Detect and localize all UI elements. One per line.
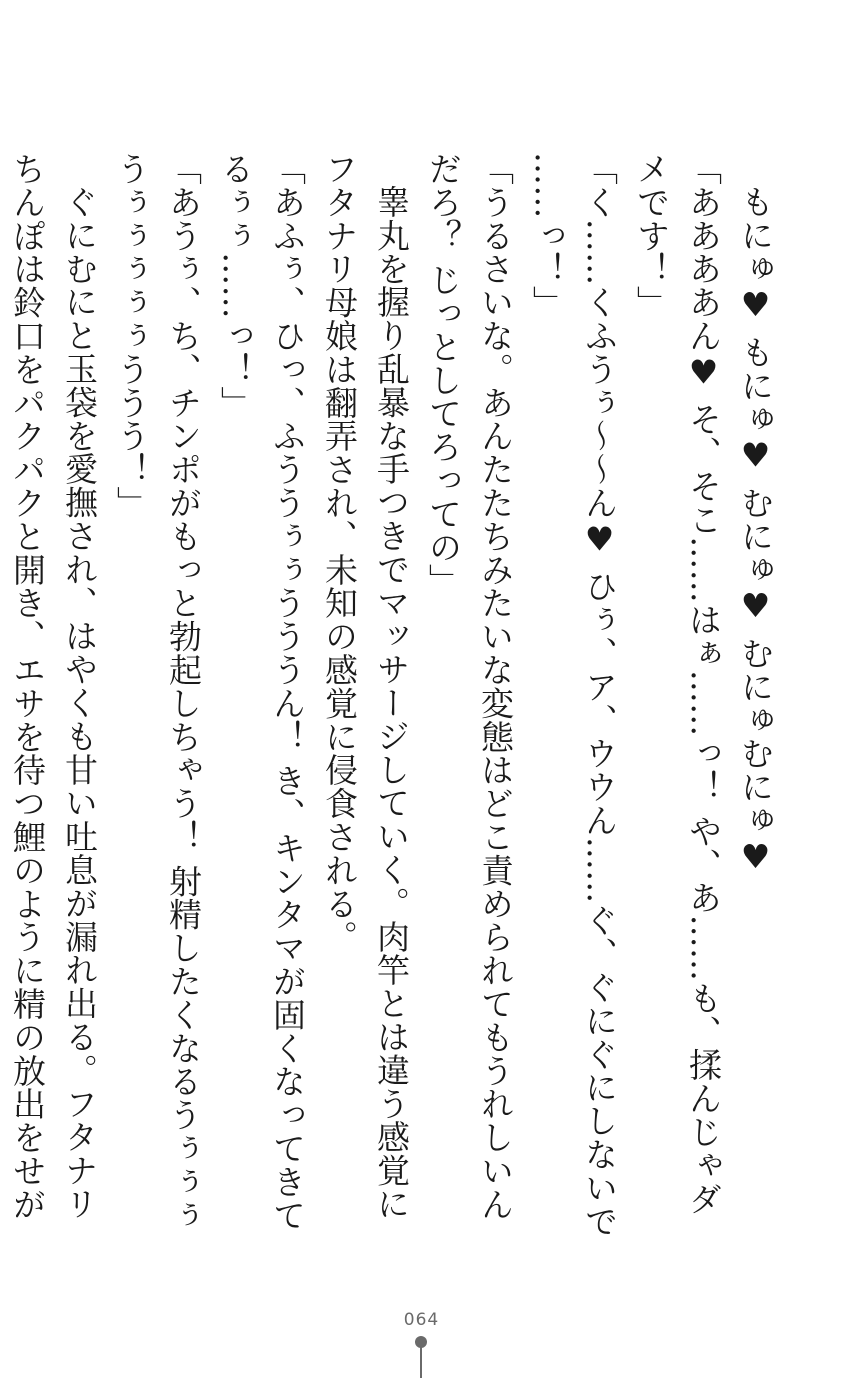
text-line-8: ぐにむにと玉袋を愛撫され、はやくも甘い吐息が漏れ出る。フタナリちんぽは鈴口をパクパクと開き、エサを待つ鯉のように精の放出をせが	[8, 152, 99, 1221]
text-line-6: 「あふぅ、ひっ、ふううぅぅうううん！ き、キンタマが固くなってきてるぅぅ……っ！」	[216, 152, 307, 1232]
vertical-text-body	[8, 152, 781, 1242]
text-line-5: 睾丸を握り乱暴な手つきでマッサージしていく。肉竿とは違う感覚にフタナリ母娘は翻弄され、未知の感覚に侵食される。	[320, 152, 411, 1221]
text-line-2: 「ああああん♥ そ、そこ……はぁ……っ！ や、あ……も、揉んじゃダメです！」	[632, 152, 723, 1216]
folio-stem-ornament	[420, 1346, 422, 1378]
text-line-4: 「うるさいな。あんたたちみたいな変態はどこ責められてもうれしいんだろ？ じっとしてろっての」	[424, 152, 515, 1221]
page-number: 064	[403, 1310, 440, 1330]
text-line-7: 「あうぅ、ち、チンポがもっと勃起しちゃう！ 射精したくなるうぅぅぅうぅぅぅぅぅううう！」	[112, 152, 203, 1232]
text-line-3: 「く……くふうぅ～～ん♥ ひぅ、ア、ウウん……ぐ、ぐにぐにしないで……っ！」	[528, 152, 619, 1238]
text-line-1: もにゅ♥ もにゅ♥ むにゅ♥ むにゅむにゅ♥	[736, 185, 775, 877]
